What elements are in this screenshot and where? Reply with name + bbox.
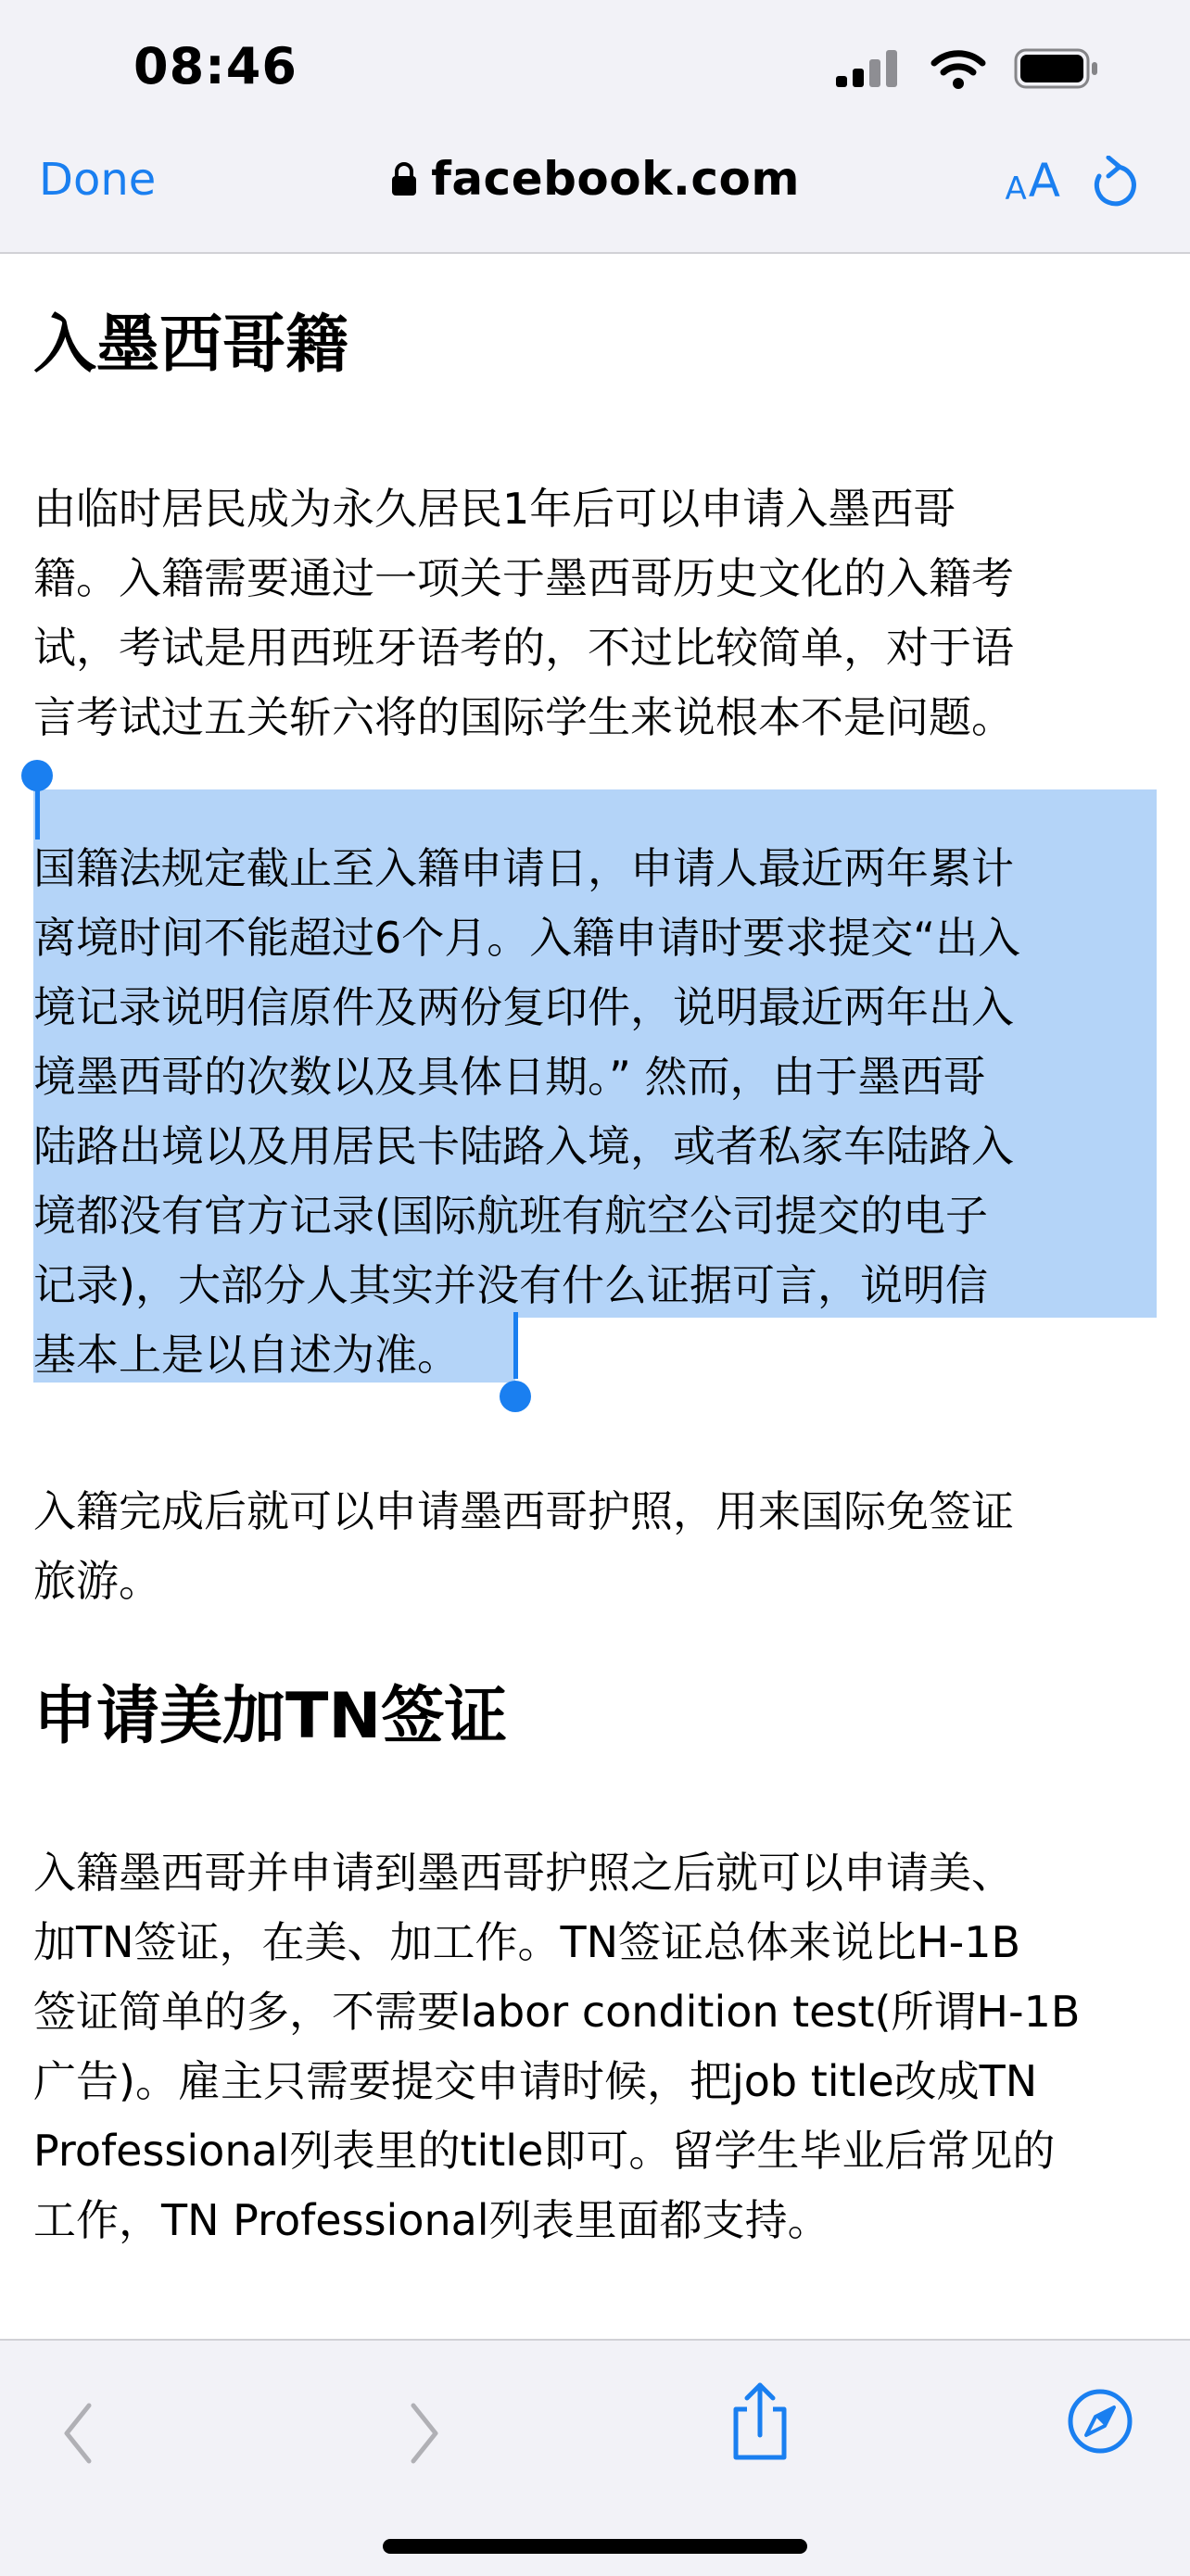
paragraph-naturalization: 由临时居民成为永久居民1年后可以申请入墨西哥 籍。入籍需要通过一项关于墨西哥历史文化的入籍考 试，考试是用西班牙语考的，不过比较简单，对于语 言考试过五关斩六将的国际学生来说根本不是问题。 [33,484,1014,742]
bottom-toolbar [0,2339,1190,2576]
selection-start-caret [35,782,40,840]
done-button[interactable]: Done [39,154,157,206]
status-icons [836,48,1099,89]
forward-icon [404,2396,445,2470]
battery-icon [1014,48,1099,89]
paragraph-passport: 入籍完成后就可以申请墨西哥护照，用来国际免签证 旅游。 [33,1486,1014,1606]
top-chrome [0,0,1190,254]
share-icon [728,2381,791,2463]
wifi-icon [930,48,986,89]
lock-icon [390,161,418,196]
article-content [0,254,1190,2339]
selection-end-handle[interactable] [500,1381,531,1412]
text-size-large-label: A [1028,154,1060,208]
selection-end-caret [513,1312,518,1379]
forward-button[interactable] [404,2396,445,2474]
safari-compass-icon [1066,2387,1134,2456]
back-button[interactable] [57,2396,98,2474]
reload-icon [1090,156,1138,209]
browser-nav-row [0,148,1190,219]
back-icon [57,2396,98,2470]
status-time: 08:46 [133,37,298,95]
url-text: facebook.com [431,152,800,206]
text-size-button[interactable] [1006,152,1060,208]
text-size-small-label: A [1005,170,1027,208]
share-button[interactable] [728,2381,791,2467]
safari-compass-button[interactable] [1066,2387,1134,2459]
reload-button[interactable] [1090,156,1138,213]
paragraph-tn-visa: 入籍墨西哥并申请到墨西哥护照之后就可以申请美、 加TN签证，在美、加工作。TN签证总体来说比H-1B 签证简单的多，不需要labor condition test(所谓H-1B 广告)。雇主只需要提交申请时候，把job title改成TN Professional列表里的title即可。留学生毕业后常见的 工作，TN Professional列表里面都支持。 [33,1848,1081,2245]
paragraph-nationality-law-selected[interactable]: 国籍法规定截止至入籍申请日，申请人最近两年累计 离境时间不能超过6个月。入籍申请时要求提交“出入 境记录说明信原件及两份复印件，说明最近两年出入 境墨西哥的次数以及具体日期。” 然而，由于墨西哥 陆路出境以及用居民卡陆路入境，或者私家车陆路入 境都没有官方记录(国际航班有航空公司提交的电子 记录)，大部分人其实并没有什么证据可言，说明信 基本上是以自述为准。 [33,843,1021,1380]
home-indicator [383,2539,807,2554]
section-heading-naturalization: 入墨西哥籍 [33,309,349,382]
section-heading-tn-visa: 申请美加TN签证 [33,1680,508,1753]
cellular-signal-icon [836,50,903,87]
